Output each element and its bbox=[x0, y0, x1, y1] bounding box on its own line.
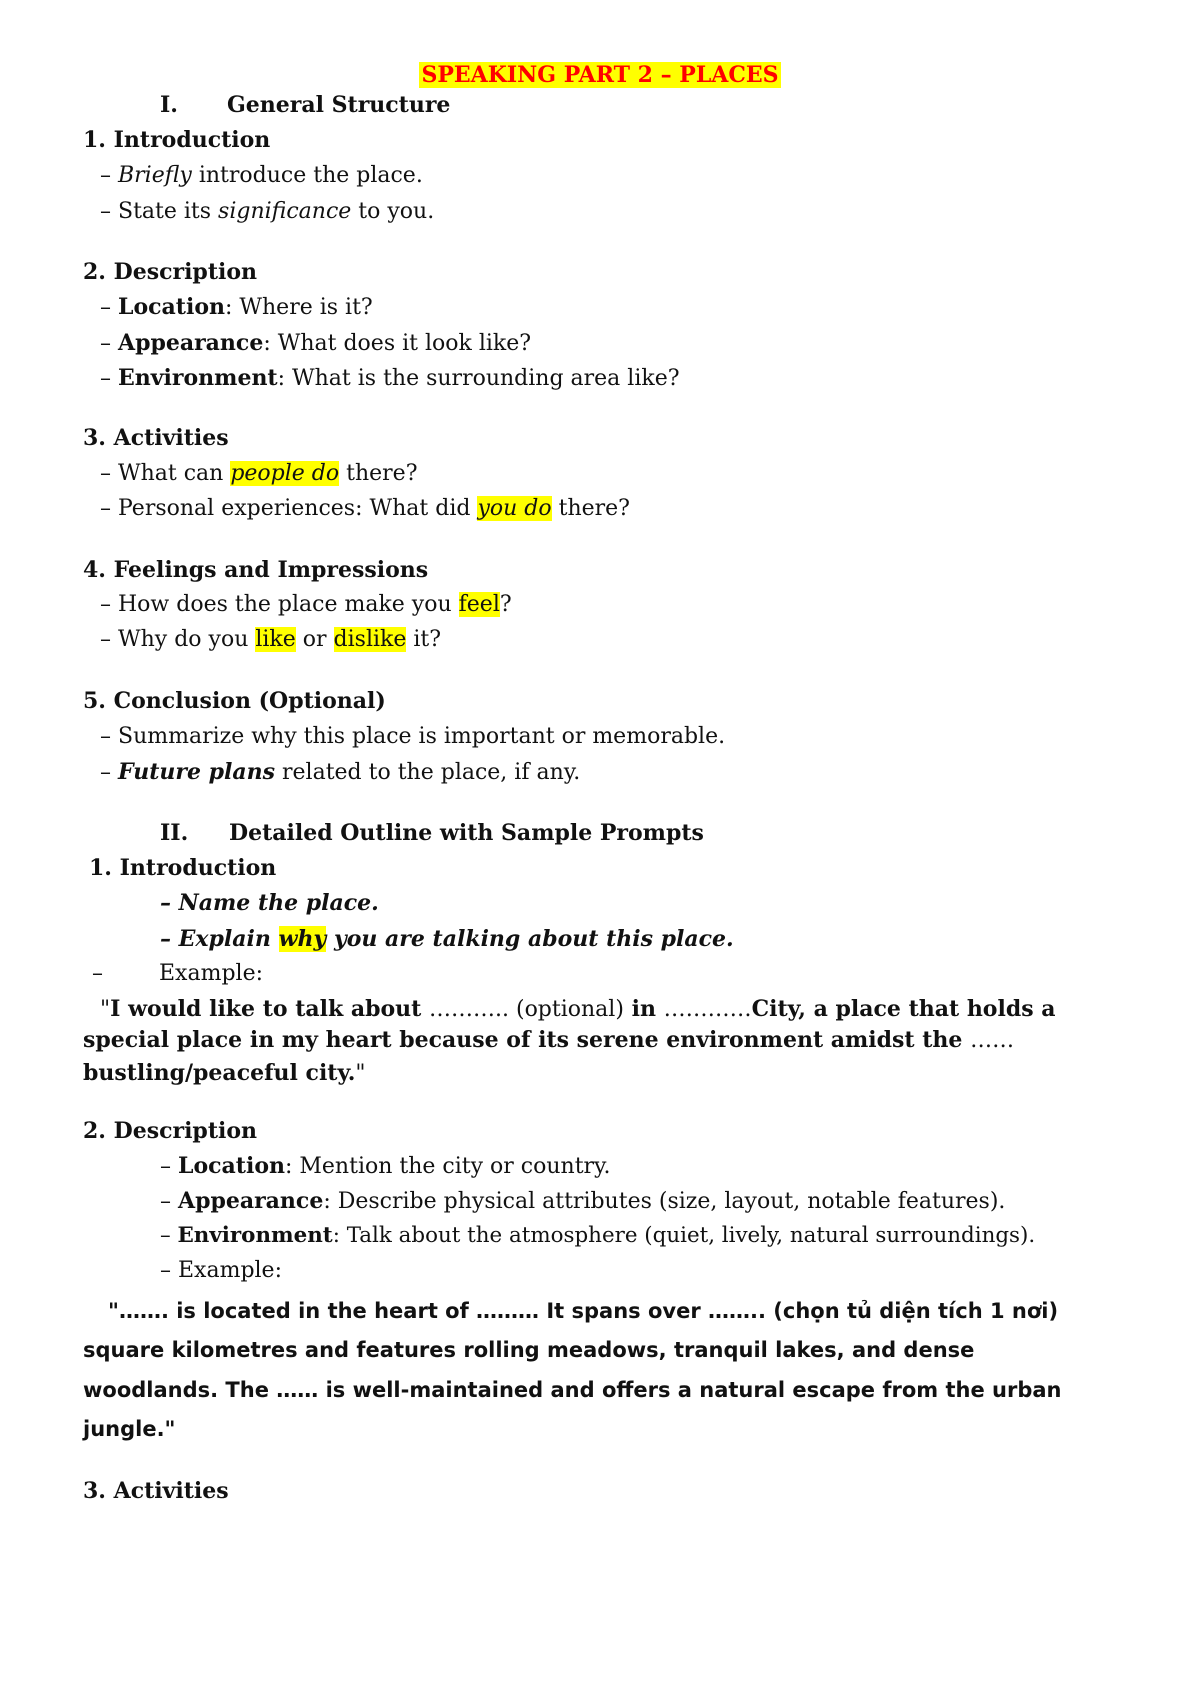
s2-desc-quote-line-4: jungle." bbox=[83, 1417, 176, 1441]
s2-desc-bullet-appearance: – Appearance: Describe physical attributes (size, layout, notable features). bbox=[160, 1188, 1006, 1214]
s2-desc-bullet-environment: – Environment: Talk about the atmosphere (quiet, lively, natural surroundings). bbox=[160, 1223, 1036, 1248]
section-2-heading: II. Detailed Outline with Sample Prompts bbox=[160, 820, 704, 846]
s2-intro-quote-line-2: special place in my heart because of its serene environment amidst the …… bbox=[83, 1027, 1015, 1053]
s2-desc-bullet-location: – Location: Mention the city or country. bbox=[160, 1153, 611, 1179]
s1-intro-heading: 1. Introduction bbox=[83, 127, 271, 153]
s2-intro-quote-line-3: bustling/peaceful city." bbox=[83, 1060, 366, 1086]
s1-act-bullet-1: – What can people do there? bbox=[100, 461, 418, 486]
s2-intro-bullet-1: – Name the place. bbox=[160, 890, 379, 916]
s1-act-bullet-2: – Personal experiences: What did you do there? bbox=[100, 496, 630, 521]
s1-act-heading: 3. Activities bbox=[83, 425, 229, 451]
s2-act-heading: 3. Activities bbox=[83, 1478, 229, 1504]
s1-concl-bullet-1: – Summarize why this place is important or memorable. bbox=[100, 724, 726, 749]
s1-concl-bullet-2: – Future plans related to the place, if any. bbox=[100, 759, 581, 785]
s2-intro-quote-line-1: "I would like to talk about ……….. (optional) in …………City, a place that holds a bbox=[100, 996, 1056, 1022]
s2-desc-heading: 2. Description bbox=[83, 1118, 258, 1144]
section-1-heading: I. General Structure bbox=[160, 92, 451, 118]
s1-intro-bullet-1: – Briefly introduce the place. bbox=[100, 163, 423, 188]
s1-feel-bullet-1: – How does the place make you feel? bbox=[100, 592, 512, 617]
s1-intro-bullet-2: – State its significance to you. bbox=[100, 199, 435, 224]
s2-intro-heading: 1. Introduction bbox=[89, 855, 277, 881]
s2-desc-quote-line-2: square kilometres and features rolling meadows, tranquil lakes, and dense bbox=[83, 1338, 975, 1362]
document-title: SPEAKING PART 2 – PLACES bbox=[421, 62, 779, 88]
s1-feel-bullet-2: – Why do you like or dislike it? bbox=[100, 627, 442, 652]
s2-intro-example-label: – Example: bbox=[92, 961, 263, 986]
s1-desc-bullet-environment: – Environment: What is the surrounding area like? bbox=[100, 365, 680, 391]
s1-desc-bullet-location: – Location: Where is it? bbox=[100, 294, 373, 320]
s1-feel-heading: 4. Feelings and Impressions bbox=[83, 557, 429, 583]
s1-concl-heading: 5. Conclusion (Optional) bbox=[83, 688, 386, 714]
s2-desc-quote-line-3: woodlands. The …… is well-maintained and offers a natural escape from the urban bbox=[83, 1378, 1062, 1402]
s2-intro-bullet-2: – Explain why you are talking about this place. bbox=[160, 926, 734, 952]
s1-desc-heading: 2. Description bbox=[83, 259, 258, 285]
s1-desc-bullet-appearance: – Appearance: What does it look like? bbox=[100, 330, 532, 356]
s2-desc-quote-line-1: "……. is located in the heart of ……… It spans over …….. (chọn tủ diện tích 1 nơi) bbox=[108, 1299, 1059, 1323]
s2-desc-bullet-example: – Example: bbox=[160, 1258, 282, 1283]
